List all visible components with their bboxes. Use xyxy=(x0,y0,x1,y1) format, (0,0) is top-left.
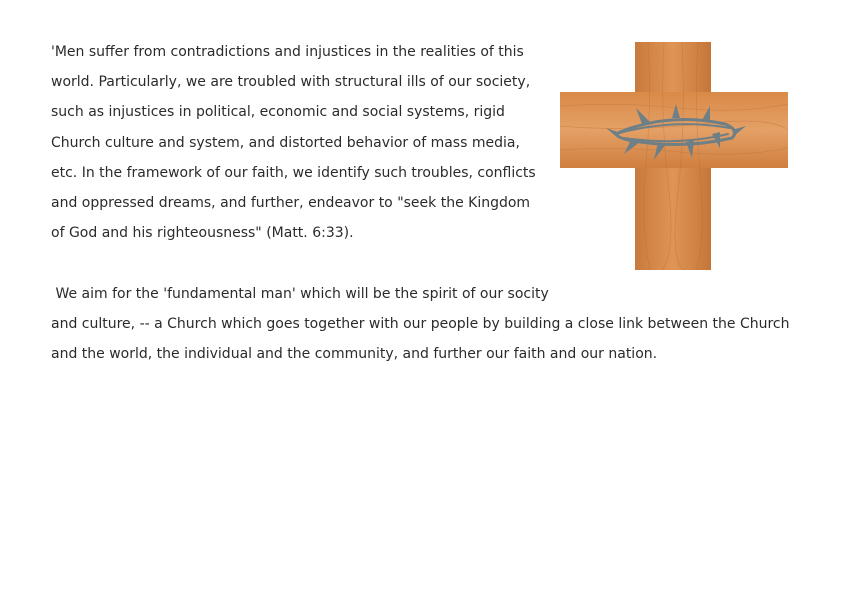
cross-horizontal-beam xyxy=(560,92,788,168)
paragraph1-line-2: world. Particularly, we are troubled with structural ills of our society, xyxy=(51,74,531,90)
paragraph1-line-5: etc. In the framework of our faith, we identify such troubles, conflicts xyxy=(51,165,536,181)
paragraph1-line-6: and oppressed dreams, and further, endeavor to "seek the Kingdom xyxy=(51,195,531,211)
paragraph1-line-7: of God and his righteousness" (Matt. 6:33). xyxy=(51,225,354,241)
paragraph1-line-4: Church culture and system, and distorted behavior of mass media, xyxy=(51,135,520,151)
wooden-cross-icon xyxy=(560,42,788,270)
paragraph1-line-1: 'Men suffer from contradictions and injustices in the realities of this xyxy=(51,44,524,60)
paragraph2-line-3: and the world, the individual and the community, and further our faith and our nation. xyxy=(51,346,658,362)
paragraph2-line-1: We aim for the 'fundamental man' which will be the spirit of our socity xyxy=(51,286,549,302)
paragraph2-line-2: and culture, -- a Church which goes together with our people by building a close link between the Church xyxy=(51,316,790,332)
paragraph1-line-3: such as injustices in political, economic and social systems, rigid xyxy=(51,104,505,120)
